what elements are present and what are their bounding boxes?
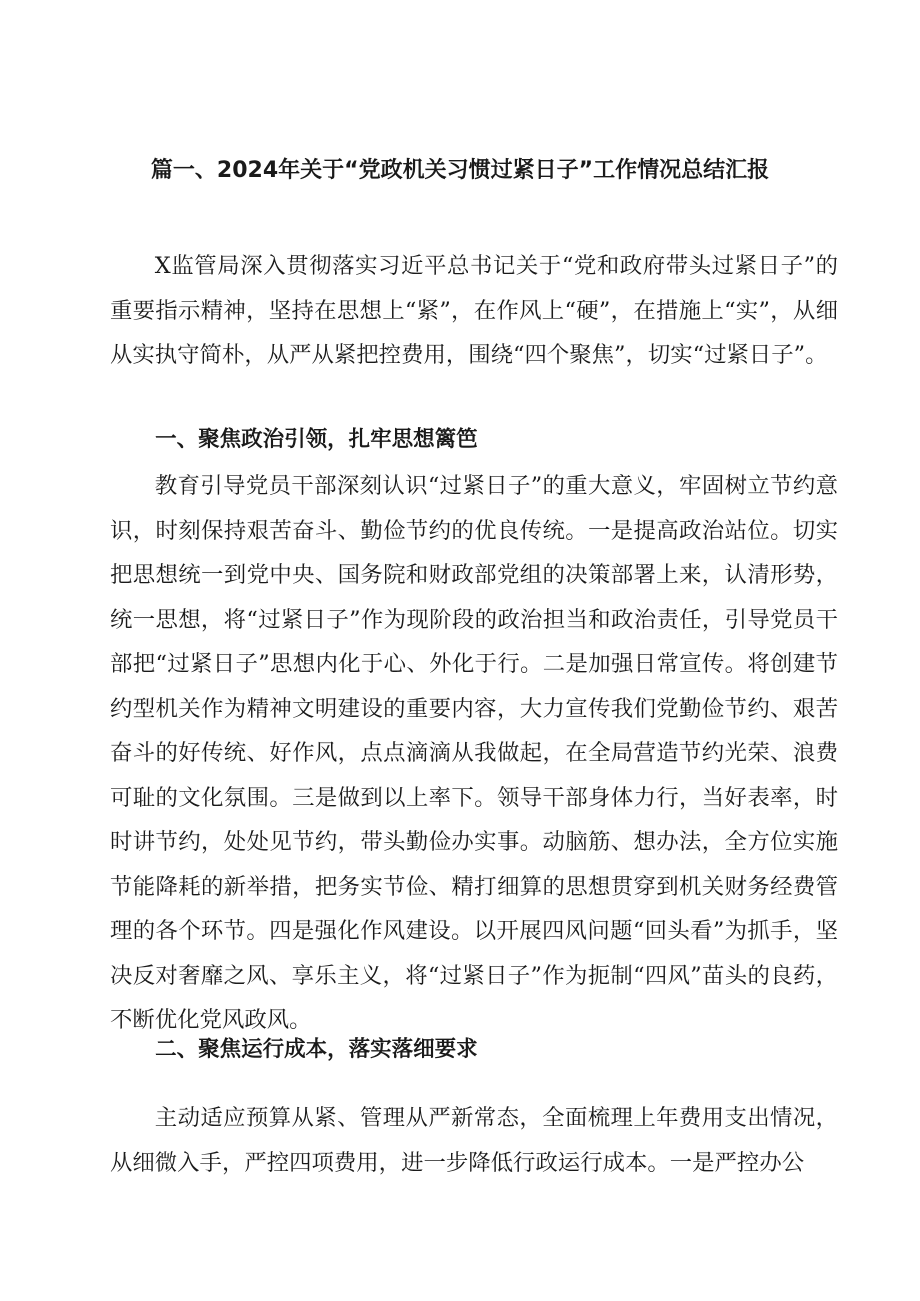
section-1-paragraph: 教育引导党员干部深刻认识“过紧日子”的重大意义，牢固树立节约意识，时刻保持艰苦奋斗、勤俭节约的优良传统。一是提高政治站位。切实把思想统一到党中央、国务院和财政部党组的决策部署上来，认清形势，统一思想，将“过紧日子”作为现阶段的政治担当和政治责任，引导党员干部把“过紧日子”思想内化于心、外化于行。二是加强日常宣传。将创建节约型机关作为精神文明建设的重要内容，大力宣传我们党勤俭节约、艰苦奋斗的好传统、好作风，点点滴滴从我做起，在全局营造节约光荣、浪费可耻的文化氛围。三是做到以上率下。领导干部身体力行，当好表率，时时讲节约，处处见节约，带头勤俭办实事。动脑筋、想办法，全方位实施节能降耗的新举措，把务实节俭、精打细算的思想贯穿到机关财务经费管理的各个环节。四是强化作风建设。以开展四风问题“回头看”为抓手，坚决反对奢靡之风、享乐主义，将“过紧日子”作为扼制“四风”苗头的良药，不断优化党风政风。 bbox=[110, 473, 838, 1033]
document-title: 篇一、2024年关于“党政机关习惯过紧日子”工作情况总结汇报 bbox=[150, 158, 770, 183]
section-heading-2: 二、聚焦运行成本，落实落细要求 bbox=[155, 1037, 478, 1062]
section-2-paragraph: 主动适应预算从紧、管理从严新常态，全面梳理上年费用支出情况，从细微入手，严控四项费用，进一步降低行政运行成本。一是严控办公 bbox=[110, 1105, 838, 1176]
section-heading-1: 一、聚焦政治引领，扎牢思想篱笆 bbox=[155, 427, 478, 452]
intro-paragraph: X监管局深入贯彻落实习近平总书记关于“党和政府带头过紧日子”的重要指示精神，坚持在思想上“紧”，在作风上“硬”，在措施上“实”，从细从实执守简朴，从严从紧把控费用，围绕“四个聚焦”，切实“过紧日子”。 bbox=[110, 253, 838, 368]
